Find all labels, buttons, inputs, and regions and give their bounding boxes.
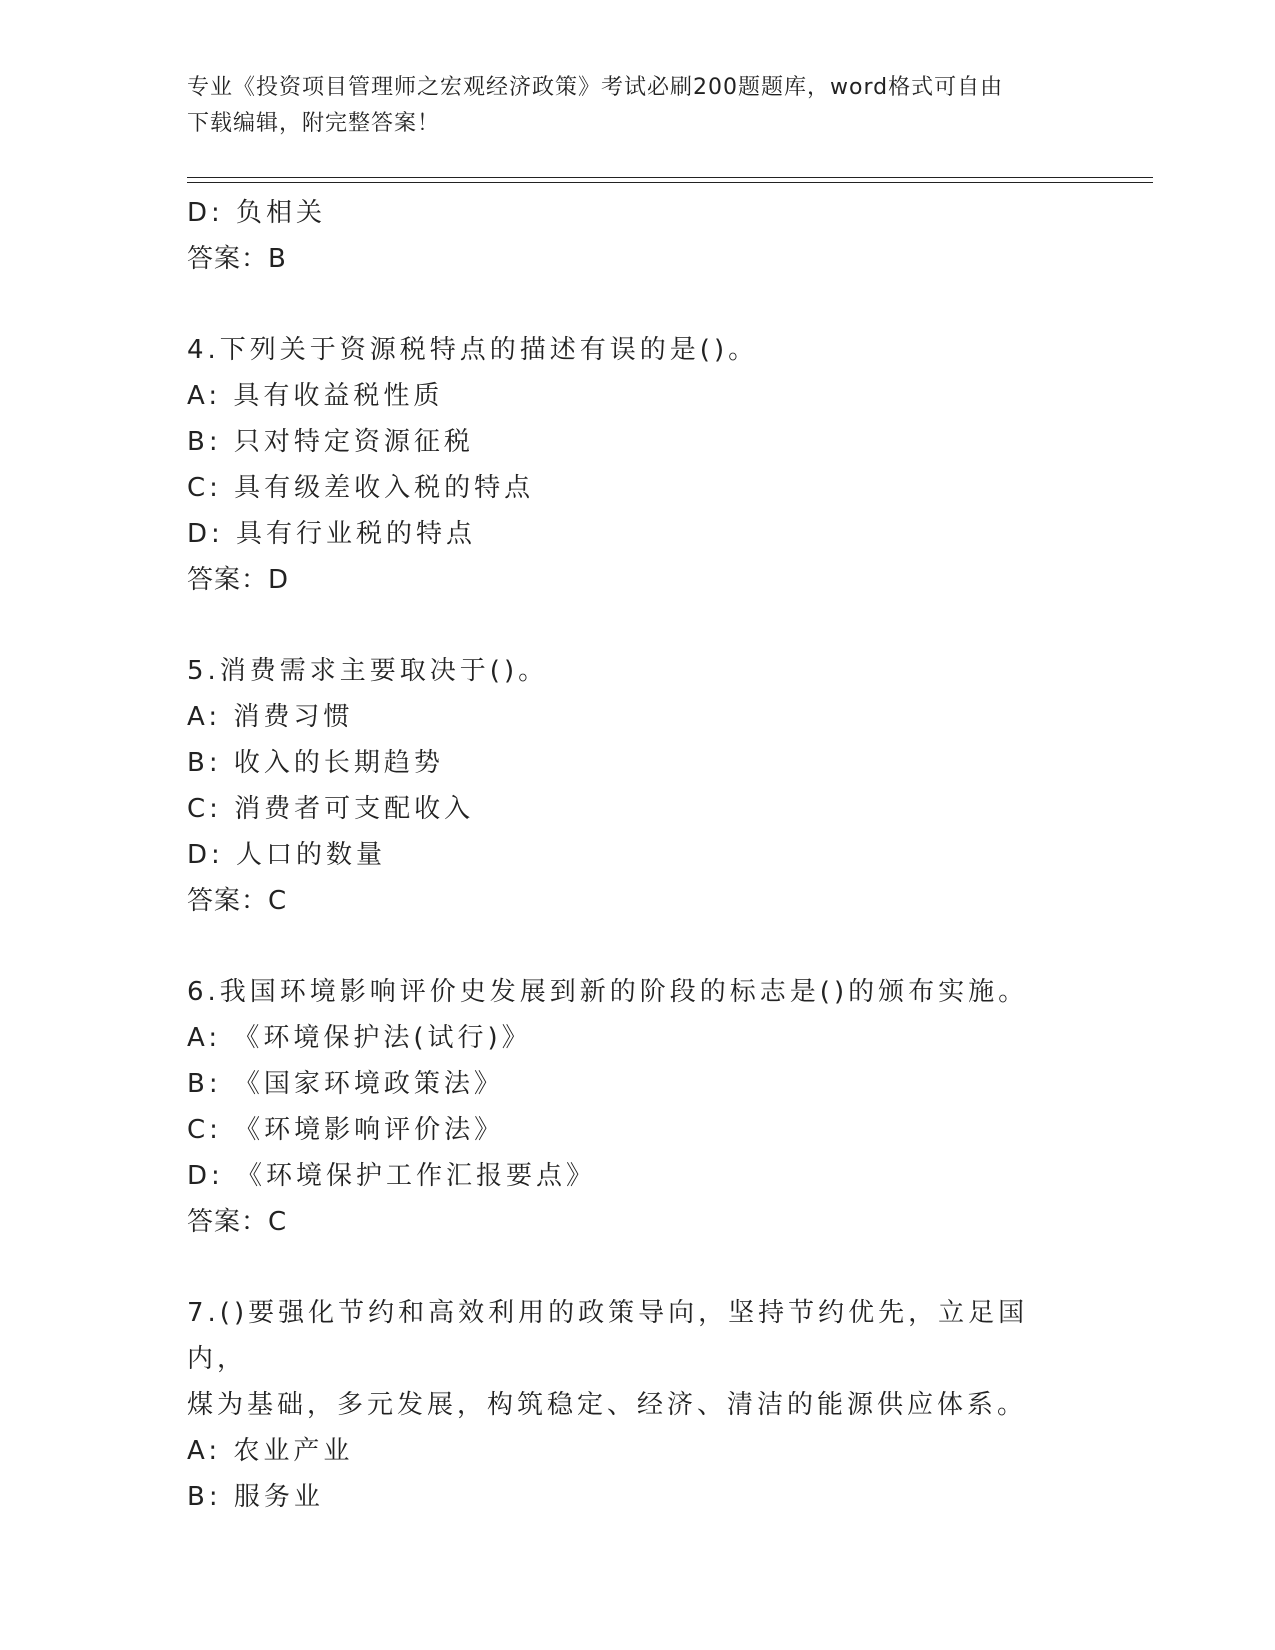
question-block [187, 648, 1153, 924]
option-d: D: 《环境保护工作汇报要点》 [187, 1161, 597, 1191]
answer-line: 答案：C [187, 886, 288, 916]
header-line-1: 专业《投资项目管理师之宏观经济政策》考试必刷200题题库，word格式可自由 [187, 75, 1004, 100]
question-block [187, 969, 1153, 1245]
header-divider-top [187, 177, 1153, 178]
header-divider-bottom [187, 182, 1153, 183]
option-b: B: 只对特定资源征税 [187, 427, 474, 457]
option-b: B: 服务业 [187, 1482, 324, 1512]
option-a: A: 农业产业 [187, 1436, 354, 1466]
option-b: B: 收入的长期趋势 [187, 748, 444, 778]
spacer [187, 282, 1153, 327]
answer-line: 答案：B [187, 244, 287, 274]
option-a: A: 消费习惯 [187, 702, 354, 732]
option-d: D: 人口的数量 [187, 840, 387, 870]
option-a: A: 《环境保护法(试行)》 [187, 1023, 532, 1053]
question-stem-line-2: 煤为基础，多元发展，构筑稳定、经济、清洁的能源供应体系。 [187, 1390, 1028, 1420]
answer-line: 答案：C [187, 1207, 288, 1237]
spacer [187, 1245, 1153, 1290]
document-header [187, 70, 1087, 142]
option-c: C: 具有级差收入税的特点 [187, 473, 535, 503]
option-b: B: 《国家环境政策法》 [187, 1069, 504, 1099]
answer-line: 答案：D [187, 565, 290, 595]
option-a: A: 具有收益税性质 [187, 381, 444, 411]
question-stem: 6.我国环境影响评价史发展到新的阶段的标志是()的颁布实施。 [187, 977, 1029, 1007]
spacer [187, 603, 1153, 648]
question-list [187, 190, 1153, 1520]
question-block [187, 327, 1153, 603]
header-line-2: 下载编辑，附完整答案！ [187, 111, 441, 136]
option-d: D: 具有行业税的特点 [187, 519, 477, 549]
option-c: C: 消费者可支配收入 [187, 794, 475, 824]
question-block [187, 1290, 1153, 1520]
question-stem-line-1: 7.()要强化节约和高效利用的政策导向，坚持节约优先，立足国内， [187, 1298, 1029, 1374]
spacer [187, 924, 1153, 969]
question-stem: 4.下列关于资源税特点的描述有误的是()。 [187, 335, 759, 365]
option-c: C: 《环境影响评价法》 [187, 1115, 505, 1145]
question-stem: 5.消费需求主要取决于()。 [187, 656, 549, 686]
option-d: D: 负相关 [187, 198, 327, 228]
